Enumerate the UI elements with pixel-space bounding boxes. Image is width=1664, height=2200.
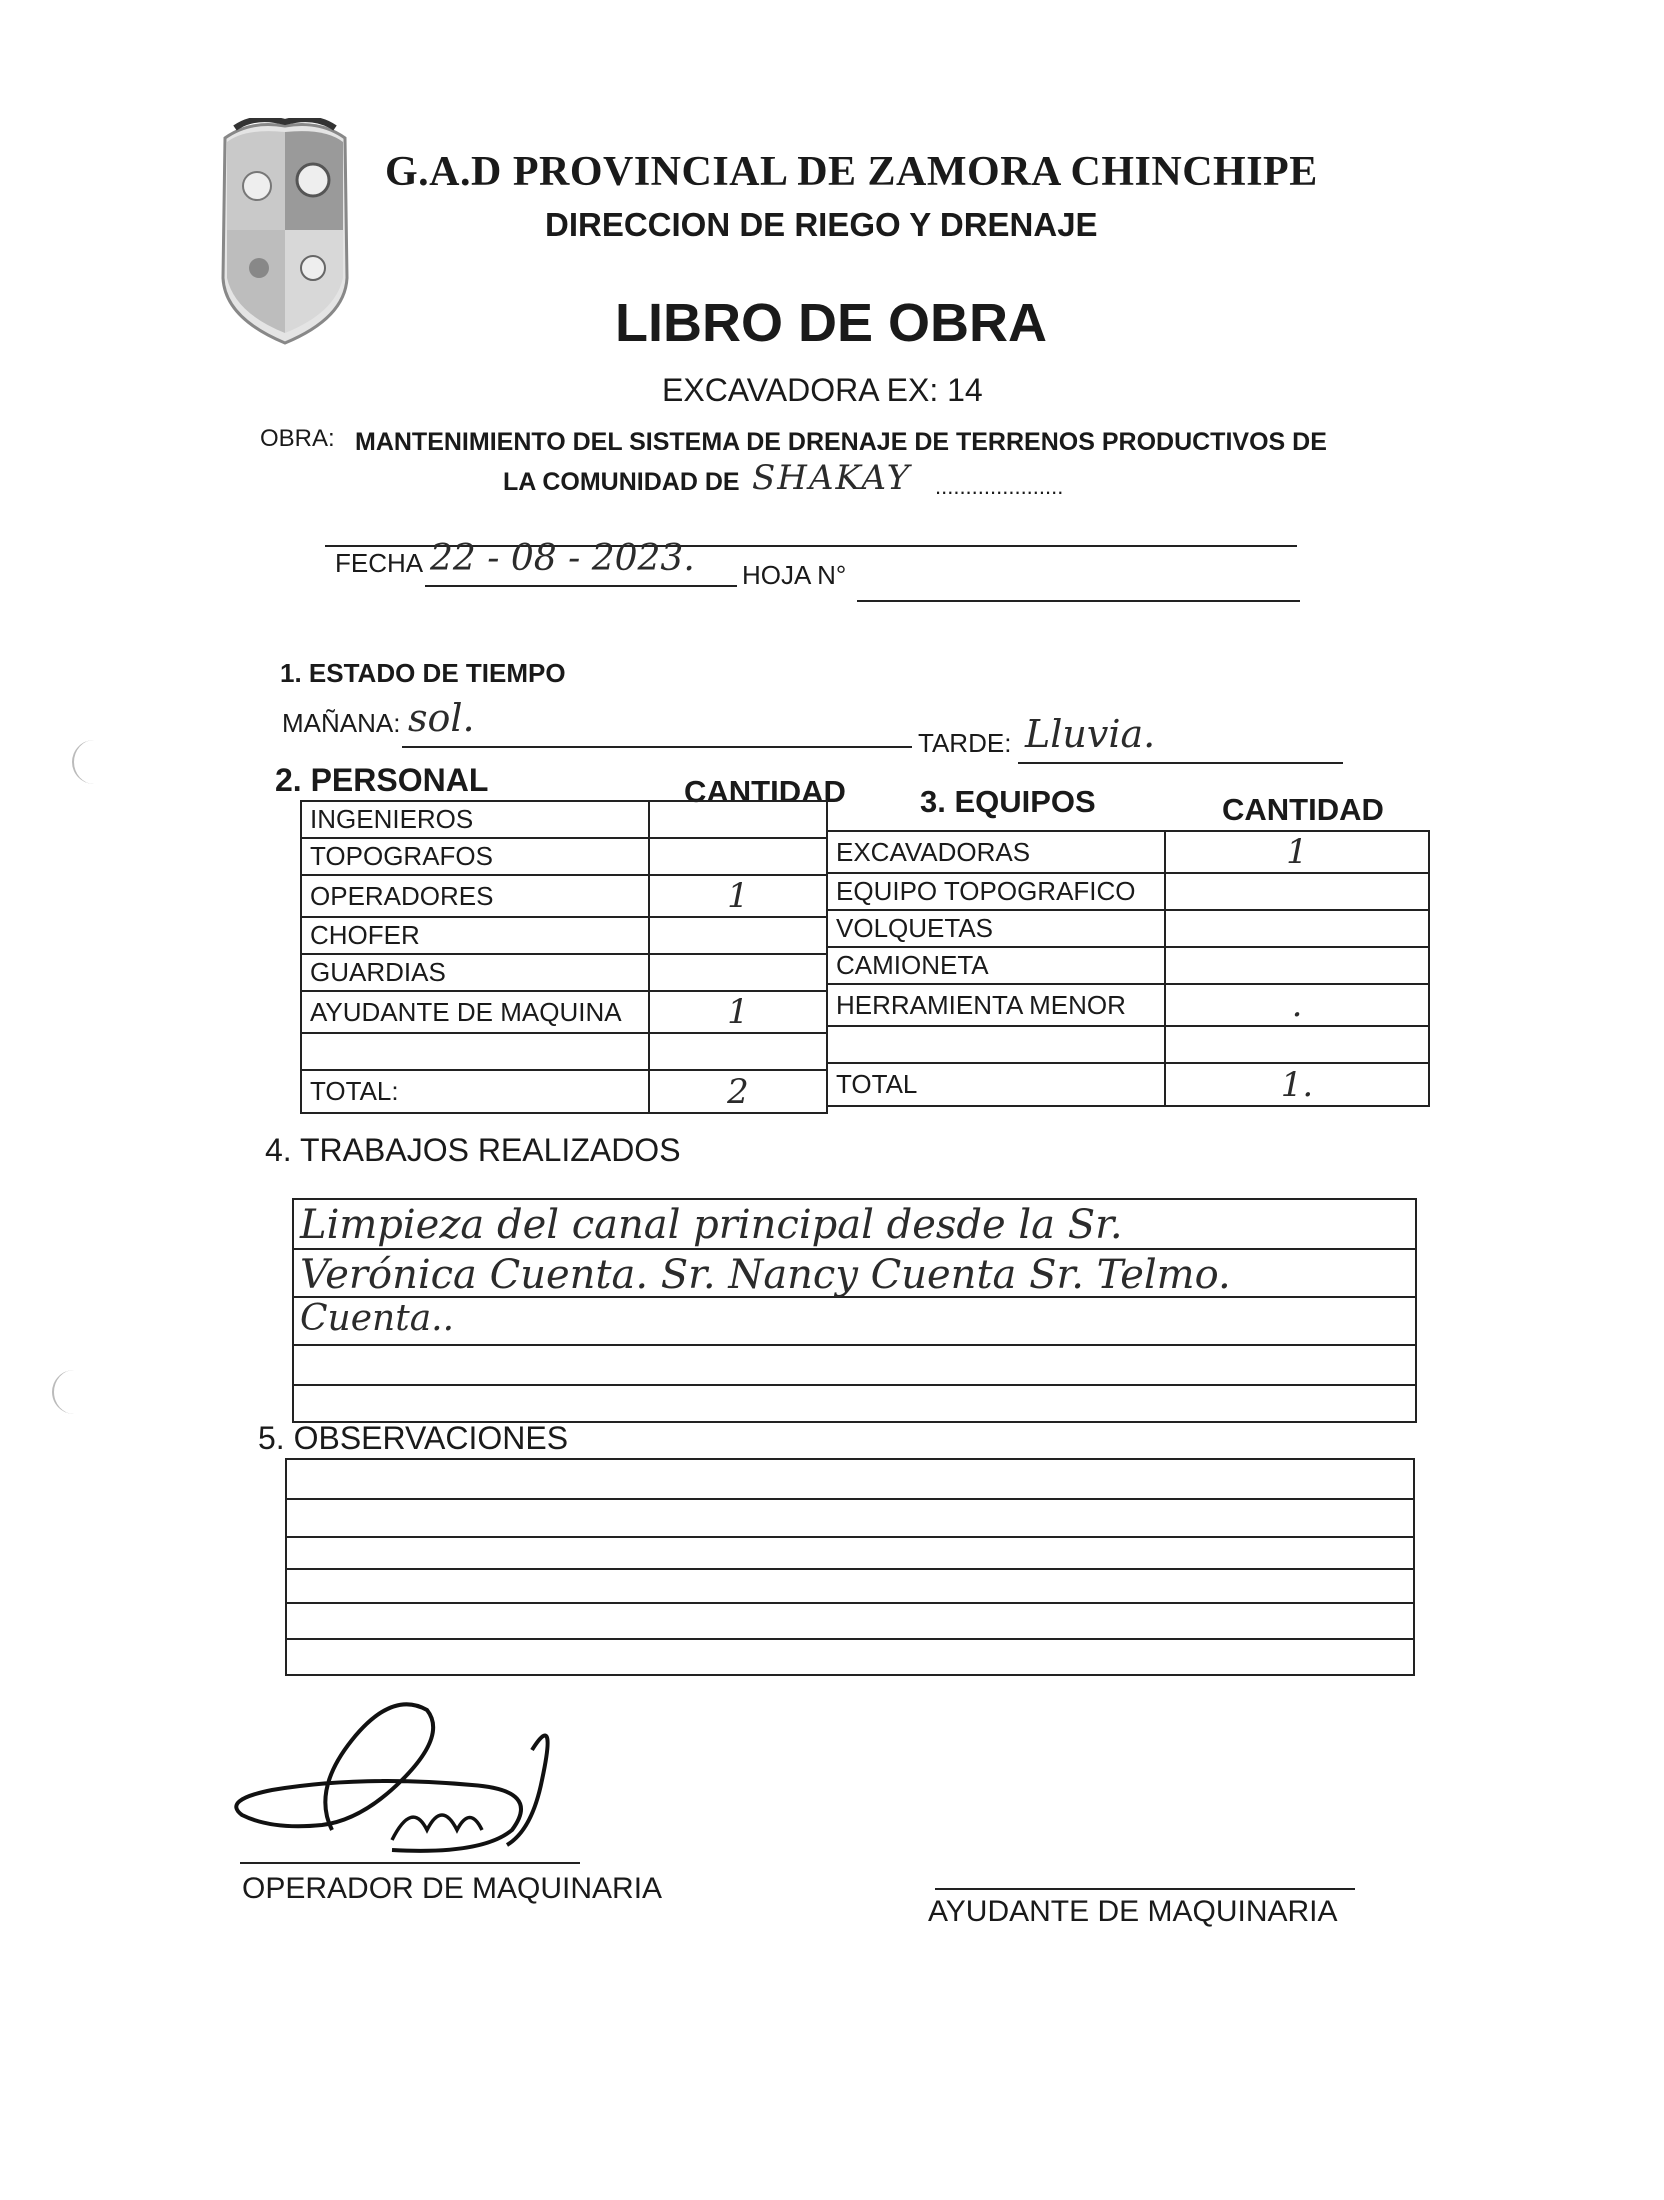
- punch-hole-top: [72, 740, 116, 784]
- equipos-total-label: TOTAL: [827, 1063, 1165, 1106]
- personal-row-qty: [649, 801, 827, 838]
- equipos-total-row: [827, 1063, 1429, 1106]
- equipos-row-label: EQUIPO TOPOGRAFICO: [827, 873, 1165, 910]
- hoja-label: HOJA N°: [742, 560, 847, 590]
- equipos-row: [827, 984, 1429, 1026]
- trabajos-line-3: Cuenta..: [300, 1298, 455, 1339]
- equipos-row: [827, 947, 1429, 984]
- weather-heading: 1. ESTADO DE TIEMPO: [280, 658, 566, 688]
- personal-row: [301, 1033, 827, 1070]
- personal-row-qty: [649, 1033, 827, 1070]
- operator-label: OPERADOR DE MAQUINARIA: [242, 1872, 663, 1905]
- personal-qty-heading: CANTIDAD: [684, 774, 846, 809]
- equipos-row-qty: 1: [1165, 831, 1429, 873]
- hoja-underline: [857, 600, 1300, 602]
- personal-total-row: [301, 1070, 827, 1113]
- personal-row-qty: [649, 838, 827, 875]
- equipos-row-label: VOLQUETAS: [827, 910, 1165, 947]
- equipos-row-qty: [1165, 910, 1429, 947]
- personal-row: [301, 954, 827, 991]
- department-name: DIRECCION DE RIEGO Y DRENAJE: [545, 206, 1098, 243]
- operator-signature: [212, 1680, 612, 1860]
- equipos-table: [826, 830, 1430, 1107]
- equipos-row: [827, 873, 1429, 910]
- coat-of-arms-logo: [205, 118, 365, 358]
- personal-row-qty: 1: [649, 991, 827, 1033]
- obra-community-label: LA COMUNIDAD DE: [503, 468, 740, 496]
- personal-row-qty: [649, 954, 827, 991]
- personal-total-label: TOTAL:: [301, 1070, 649, 1113]
- fecha-underline: [425, 585, 737, 587]
- trabajos-heading: 4. TRABAJOS REALIZADOS: [265, 1132, 681, 1168]
- fecha-label: FECHA: [335, 548, 424, 578]
- equipos-qty-heading: CANTIDAD: [1222, 792, 1384, 827]
- obra-dots: .....................: [935, 474, 1064, 499]
- morning-label: MAÑANA:: [282, 708, 401, 738]
- equipos-row-qty: [1165, 873, 1429, 910]
- observaciones-box: [285, 1458, 1415, 1676]
- org-name: G.A.D PROVINCIAL DE ZAMORA CHINCHIPE: [385, 149, 1318, 195]
- obra-community-value: SHAKAY: [752, 458, 912, 498]
- personal-row-label: GUARDIAS: [301, 954, 649, 991]
- trabajos-line-2: Verónica Cuenta. Sr. Nancy Cuenta Sr. Telmo.: [300, 1252, 1231, 1298]
- personal-row-label: [301, 1033, 649, 1070]
- equipos-heading: 3. EQUIPOS: [920, 784, 1096, 819]
- personal-table: [300, 800, 828, 1114]
- personal-row: [301, 917, 827, 954]
- personal-row: [301, 875, 827, 917]
- equipos-row-qty: [1165, 1026, 1429, 1063]
- personal-row-qty: [649, 917, 827, 954]
- observaciones-heading: 5. OBSERVACIONES: [258, 1420, 569, 1456]
- page-title: LIBRO DE OBRA: [615, 293, 1047, 353]
- equipos-total-value: 1.: [1165, 1063, 1429, 1106]
- morning-value: sol.: [408, 696, 475, 740]
- afternoon-underline: [1018, 762, 1343, 764]
- personal-row: [301, 801, 827, 838]
- personal-row-label: TOPOGRAFOS: [301, 838, 649, 875]
- personal-row-label: INGENIEROS: [301, 801, 649, 838]
- equipos-row-label: EXCAVADORAS: [827, 831, 1165, 873]
- punch-hole-bottom: [52, 1370, 96, 1414]
- equipos-row-qty: .: [1165, 984, 1429, 1026]
- morning-underline: [402, 746, 912, 748]
- equipos-row-label: HERRAMIENTA MENOR: [827, 984, 1165, 1026]
- personal-row-label: OPERADORES: [301, 875, 649, 917]
- personal-heading: 2. PERSONAL: [275, 762, 489, 798]
- personal-row-label: CHOFER: [301, 917, 649, 954]
- equipos-row-label: [827, 1026, 1165, 1063]
- operator-signature-line: [240, 1862, 580, 1864]
- obra-label: OBRA:: [260, 425, 335, 452]
- helper-signature-line: [935, 1888, 1355, 1890]
- personal-total-value: 2: [649, 1070, 827, 1113]
- personal-row: [301, 838, 827, 875]
- trabajos-line-1: Limpieza del canal principal desde la Sr.: [300, 1202, 1123, 1248]
- obra-description: MANTENIMIENTO DEL SISTEMA DE DRENAJE DE TERRENOS PRODUCTIVOS DE: [355, 428, 1327, 456]
- equipos-row: [827, 1026, 1429, 1063]
- equipos-row: [827, 910, 1429, 947]
- equipos-row-label: CAMIONETA: [827, 947, 1165, 984]
- fecha-value: 22 - 08 - 2023.: [430, 538, 695, 579]
- personal-row-label: AYUDANTE DE MAQUINA: [301, 991, 649, 1033]
- machine-label: EXCAVADORA EX: 14: [662, 372, 983, 408]
- equipos-row-qty: [1165, 947, 1429, 984]
- afternoon-value: Lluvia.: [1025, 712, 1156, 756]
- helper-label: AYUDANTE DE MAQUINARIA: [928, 1895, 1338, 1928]
- personal-row-qty: 1: [649, 875, 827, 917]
- equipos-row: [827, 831, 1429, 873]
- personal-row: [301, 991, 827, 1033]
- afternoon-label: TARDE:: [918, 728, 1012, 758]
